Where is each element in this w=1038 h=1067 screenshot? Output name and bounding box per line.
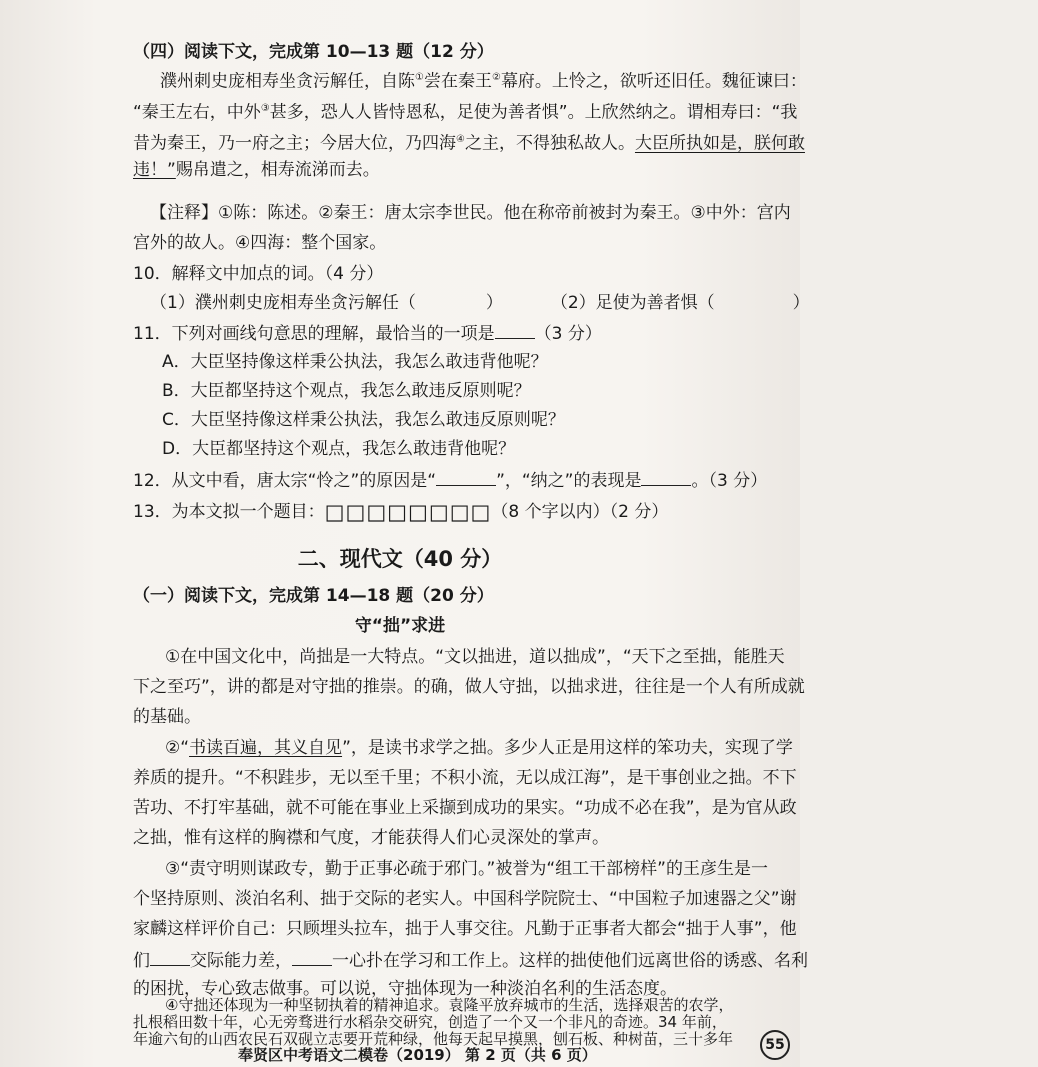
underlined-sentence: 大臣所执如是，朕何敢 [634,133,805,154]
passage-line: 违！”赐帛遣之，相寿流涕而去。 [133,160,380,180]
paragraph-3: 家麟这样评价自己：只顾埋头拉车，拙于人事交往。凡勤于正事者大都会“拙于人事”，他 [133,919,797,939]
question-10: 10．解释文中加点的词。（4 分） [133,264,384,284]
annotation: 【注释】①陈：陈述。②秦王：唐太宗李世民。他在称帝前被封为秦王。③中外：宫内 [150,203,791,223]
option-b: B．大臣都坚持这个观点，我怎么敢违反原则呢？ [162,381,531,401]
page-footer: 奉贤区中考语文二模卷（2019） 第 2 页（共 6 页） [238,1046,597,1064]
paragraph-2: 养质的提升。“不积跬步，无以至千里；不积小流，无以成江海”，是干事创业之拙。不下 [133,768,797,788]
paragraph-3: 个坚持原则、淡泊名利、拙于交际的老实人。中国科学院院士、“中国粒子加速器之父”谢 [133,889,797,909]
question-11: 11．下列对画线句意思的理解，最恰当的一项是 （3 分） [0,320,933,346]
paragraph-3: ③“责守明则谋政专，勤于正事必疏于邪门。”被誉为“组工干部榜样”的王彦生是一 [165,859,768,879]
paragraph-4: ④守拙还体现为一种坚韧执着的精神追求。袁隆平放弃城市的生活，选择艰苦的农学， [165,996,734,1014]
paragraph-1: 下之至巧”，讲的都是对守拙的推崇。的确，做人守拙，以拙求进，往往是一个人有所成就 [133,677,805,697]
paragraph-2: 苦功、不打牢基础，就不可能在事业上采撷到成功的果实。“功成不必在我”，是为官从政 [133,798,797,818]
option-d: D．大臣都坚持这个观点，我怎么敢违背他呢？ [162,439,516,459]
answer-blank[interactable] [495,320,535,339]
paragraph-1: 的基础。 [133,707,201,727]
passage-line: 昔为秦王，乃一府之主；今居大位，乃四海④之主，不得独私故人。大臣所执如是，朕何敢 [133,133,805,154]
part1-heading: （一）阅读下文，完成第 14—18 题（20 分） [133,586,494,606]
page-number-badge: 55 [760,1030,790,1060]
answer-blank[interactable] [641,467,691,486]
article-title: 守“拙”求进 [354,616,446,636]
option-a: A．大臣坚持像这样秉公执法，我怎么敢违背他呢？ [162,352,548,372]
paragraph-2: ②“书读百遍，其义自见”，是读书求学之拙。多少人正是用这样的笨功夫，实现了学 [165,738,793,758]
paragraph-3: 的困扰，专心致志做事。可以说，守拙体现为一种淡泊名利的生活态度。 [133,979,677,999]
part4-heading: （四）阅读下文，完成第 10—13 题（12 分） [133,42,494,62]
passage-line: 濮州刺史庞相寿坐贪污解任，自陈①尝在秦王②幕府。上怜之，欲听还旧任。魏征谏曰： [160,71,807,92]
answer-blank[interactable] [436,467,496,486]
paragraph-1: ①在中国文化中，尚拙是一大特点。“文以拙进，道以拙成”，“天下之至拙，能胜天 [165,647,785,667]
underlined-quote: 书读百遍，其义自见 [189,738,343,758]
question-13: 13．为本文拟一个题目：□□□□□□□□（8 个字以内）（2 分） [133,500,669,524]
passage-line: “秦王左右，中外③甚多，恐人人皆恃恩私，足使为善者惧”。上欣然纳之。谓相寿曰：“我 [133,102,798,123]
paragraph-2: 之拙，惟有这样的胸襟和气度，才能获得人们心灵深处的掌声。 [133,828,609,848]
section-title: 二、现代文（40 分） [297,547,503,571]
answer-blank[interactable] [150,947,190,966]
paragraph-4: 扎根稻田数十年，心无旁骛进行水稻杂交研究，创造了一个又一个非凡的奇迹。34 年前， [133,1013,727,1031]
underlined-sentence-end: 违！” [133,160,176,180]
paragraph-3: 们 交际能力差， 一心扑在学习和工作上。这样的拙使他们远离世俗的诱惑、名利 [0,947,933,973]
question-12: 12．从文中看，唐太宗“怜之”的原因是“ ”，“纳之”的表现是 。（3 分） [0,467,933,493]
question-10-items: （1）濮州刺史庞相寿坐贪污解任（ ） （2）足使为善者惧（ ） [150,293,810,313]
title-answer-boxes[interactable]: □□□□□□□□ [324,500,492,524]
option-c: C．大臣坚持像这样秉公执法，我怎么敢违反原则呢？ [162,410,565,430]
paragraph-4: 年逾六旬的山西农民石双砚立志要开荒种绿，他每天起早摸黑，刨石板、种树苗，三十多年 [133,1030,734,1048]
answer-blank[interactable] [292,947,332,966]
annotation: 宫外的故人。④四海：整个国家。 [133,233,387,253]
